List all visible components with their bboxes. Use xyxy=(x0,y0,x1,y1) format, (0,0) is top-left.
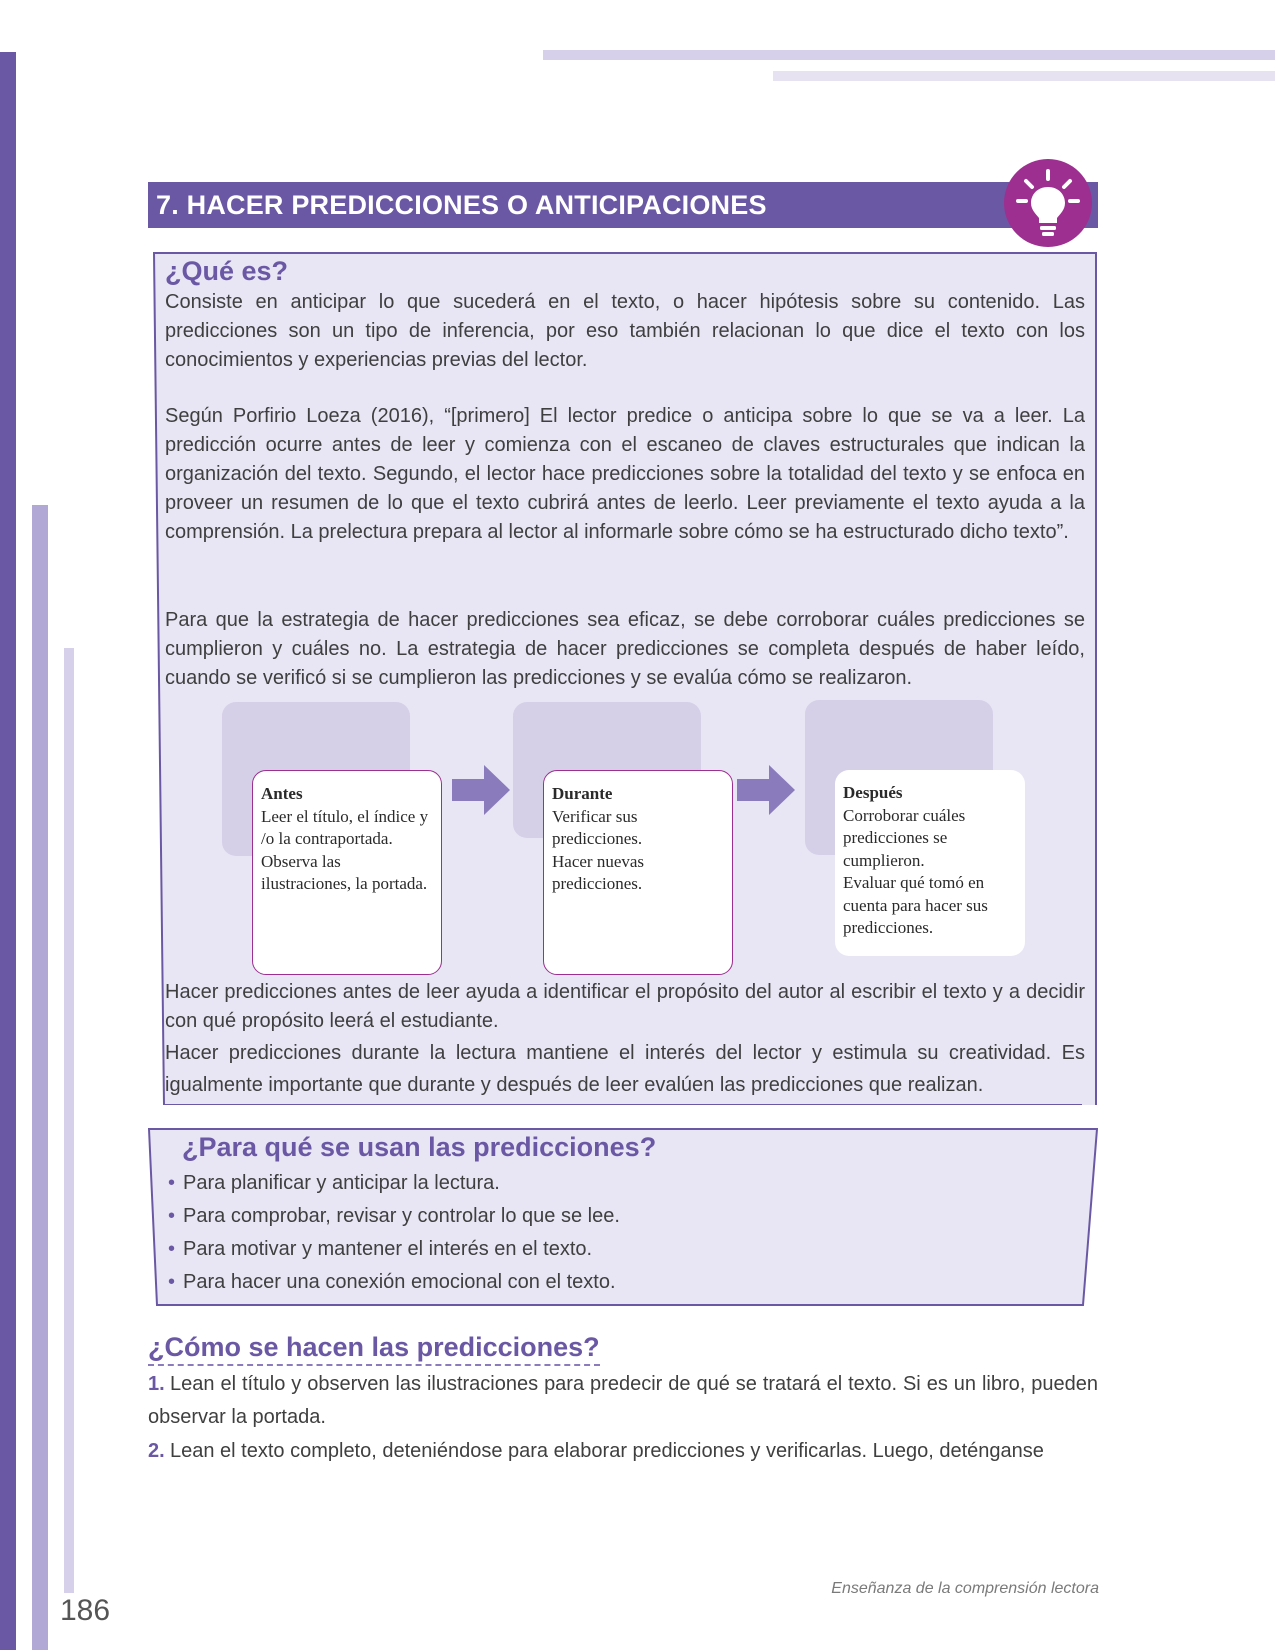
step-1: 1. Lean el título y observen las ilustraciones para predecir de qué se tratará el texto. Si es un libro, pueden observar la portada. xyxy=(148,1373,1098,1428)
flow-step-title: Antes xyxy=(261,784,303,803)
quote-paragraph: Según Porfirio Loeza (2016), “[primero] El lector predice o anticipa sobre lo que se va a leer. La predicción ocurre antes de leer y comienza con el escaneo de claves estructurales que indican la organización del texto. Segundo, el lector hace predicciones sobre la totalidad del texto y se enfoca en proveer un resumen de lo que el texto cubrirá antes de leerlo. Leer previamente el texto ayuda a la comprensión. La prelectura prepara al lector al informarle sobre cómo se ha estructurado dicho texto”. xyxy=(165,405,1085,543)
flow-step-durante xyxy=(543,770,733,975)
arrow-right-icon xyxy=(737,765,797,815)
decorative-bar xyxy=(773,71,1275,81)
book-title: Enseñanza de la comprensión lectora xyxy=(831,1580,1099,1597)
list-item: • Para planificar y anticipar la lectura. xyxy=(168,1172,500,1194)
flow-step-body: Corroborar cuáles predicciones se cumplieron. Evaluar qué tomó en cuenta para hacer sus predicciones. xyxy=(843,805,988,937)
section-title: 7. HACER PREDICCIONES O ANTICIPACIONES xyxy=(148,182,1098,228)
como-heading: ¿Cómo se hacen las predicciones? xyxy=(148,1332,600,1366)
flow-step-title: Después xyxy=(843,783,903,802)
para-que-heading: ¿Para qué se usan las predicciones? xyxy=(182,1132,657,1162)
decorative-bar xyxy=(0,52,16,1650)
lightbulb-icon xyxy=(1004,159,1092,247)
page-number: 186 xyxy=(60,1594,111,1627)
que-es-heading: ¿Qué es? xyxy=(165,256,289,286)
decorative-bar xyxy=(64,648,74,1593)
step-2: 2. Lean el texto completo, deteniéndose para elaborar predicciones y verificarlas. Luego, deténganse xyxy=(148,1440,1044,1462)
que-es-paragraph: Consiste en anticipar lo que sucederá en el texto, o hacer hipótesis sobre su contenido. Las predicciones son un tipo de inferencia, por eso también relacionan lo que dice el texto con los conocimientos y experiencias previas del lector. xyxy=(165,291,1085,371)
strategy-paragraph: Para que la estrategia de hacer predicciones sea eficaz, se debe corroborar cuáles predicciones se cumplieron y cuáles no. La estrategia de hacer predicciones se completa después de haber leído, cuando se verificó si se cumplieron las predicciones y se evalúa cómo se realizaron. xyxy=(165,609,1085,689)
arrow-right-icon xyxy=(452,765,512,815)
flow-step-title: Durante xyxy=(552,784,613,803)
flow-step-despues xyxy=(835,770,1025,956)
para-que-list xyxy=(168,1167,620,1299)
decorative-bar xyxy=(543,50,1275,60)
decorative-bar xyxy=(32,505,48,1650)
before-reading-paragraph: Hacer predicciones antes de leer ayuda a identificar el propósito del autor al escribir el texto y a decidir con qué propósito leerá el estudiante. xyxy=(165,981,1085,1032)
flow-step-antes xyxy=(252,770,442,975)
list-item: • Para comprobar, revisar y controlar lo que se lee. xyxy=(168,1205,620,1227)
during-reading-paragraph: Hacer predicciones durante la lectura mantiene el interés del lector y estimula su creatividad. Es igualmente importante que durante y después de leer evalúen las predicciones que realizan. xyxy=(165,1042,1085,1096)
list-item: • Para hacer una conexión emocional con el texto. xyxy=(168,1271,616,1293)
flow-step-body: Leer el título, el índice y /o la contraportada. Observa las ilustraciones, la portada. xyxy=(261,806,429,893)
list-item: • Para motivar y mantener el interés en el texto. xyxy=(168,1238,593,1260)
flow-step-body: Verificar sus predicciones. Hacer nuevas predicciones. xyxy=(552,806,645,893)
